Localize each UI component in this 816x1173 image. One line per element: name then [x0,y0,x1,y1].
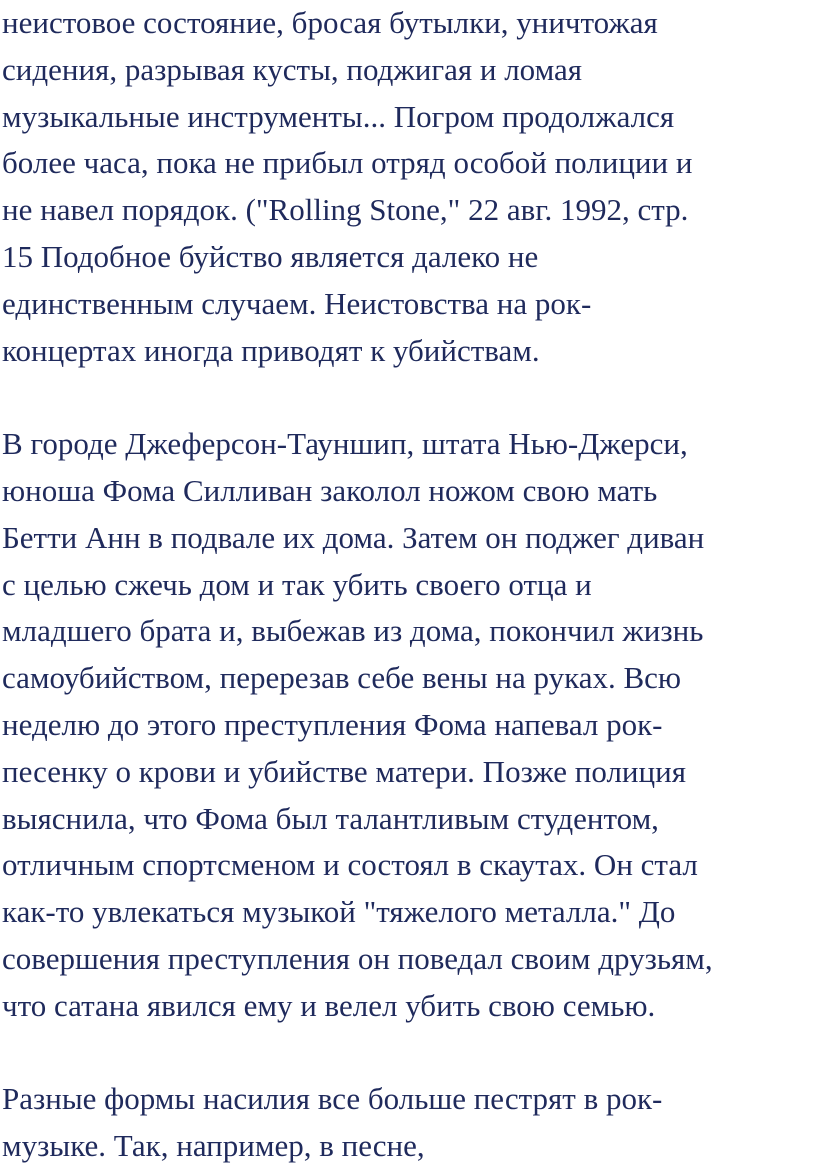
paragraph-spacer [2,374,814,421]
paragraph-2 [2,421,814,1029]
paragraph-spacer [2,1030,814,1077]
text-line: единственным случаем. Неистовства на рок- [2,285,592,321]
text-line: неделю до этого преступления Фома напевал рок- [2,706,663,742]
text-line: музыкальные инструменты... Погром продолжался [2,98,675,134]
text-line: Бетти Анн в подвале их дома. Затем он поджег диван [2,519,705,555]
text-line: музыке. Так, например, в песне, [2,1128,425,1164]
text-line: Разные формы насилия все больше пестрят в рок- [2,1081,663,1117]
text-line: концертах иногда приводят к убийствам. [2,332,540,368]
text-line: более часа, пока не прибыл отряд особой полиции и [2,145,693,181]
paragraph-3 [2,1076,814,1170]
text-line: как-то увлекаться музыкой "тяжелого металла." До [2,894,676,930]
text-line: с целью сжечь дом и так убить своего отца и [2,566,592,602]
text-line: сидения, разрывая кусты, поджигая и ломая [2,51,583,87]
text-line: песенку о крови и убийстве матери. Позже полиция [2,753,686,789]
text-line: что сатана явился ему и велел убить свою семью. [2,987,656,1023]
text-line: В городе Джеферсон-Тауншип, штата Нью-Джерси, [2,426,688,462]
text-line: юноша Фома Силливан заколол ножом свою мать [2,472,658,508]
text-line: неистовое состояние, бросая бутылки, уничтожая [2,5,658,40]
text-line: самоубийством, перерезав себе вены на руках. Всю [2,660,682,696]
text-line: 15 Подобное буйство является далеко не [2,238,539,274]
paragraph-1 [2,0,814,374]
text-line: не навел порядок. ("Rolling Stone," 22 авг. 1992, стр. [2,192,689,228]
text-line: отличным спортсменом и состоял в скаутах. Он стал [2,847,698,883]
text-line: младшего брата и, выбежав из дома, покончил жизнь [2,613,704,649]
document-page [2,0,814,1170]
text-line: выяснила, что Фома был талантливым студентом, [2,800,659,836]
text-line: совершения преступления он поведал своим друзьям, [2,940,713,976]
